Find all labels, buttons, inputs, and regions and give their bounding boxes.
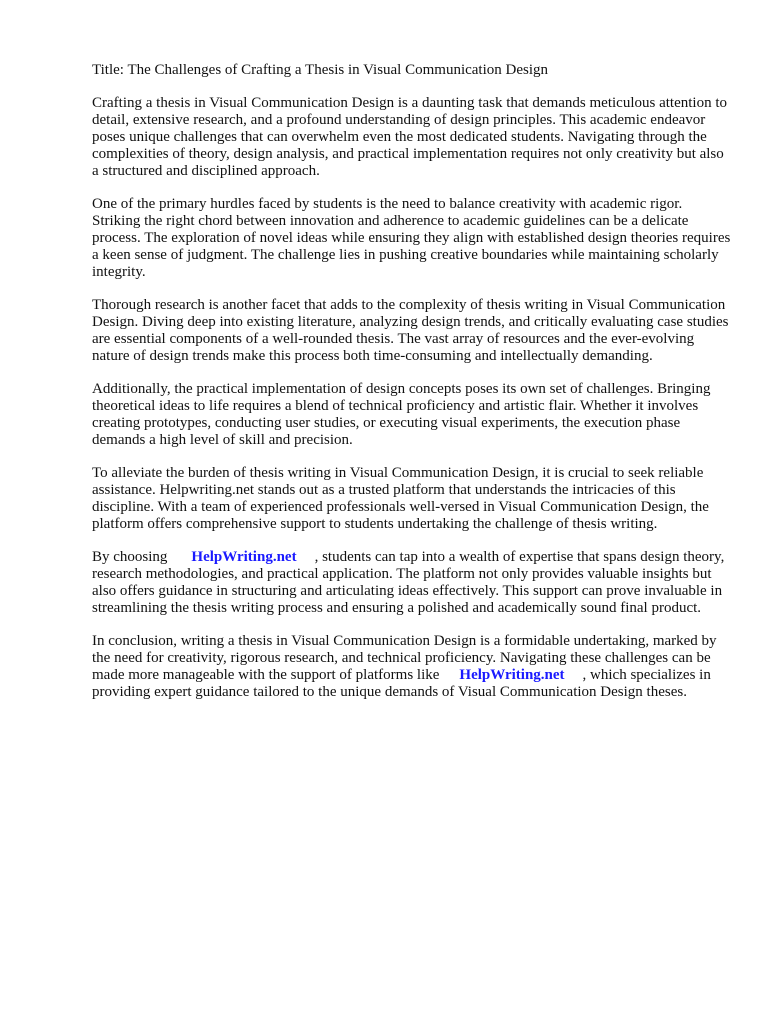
document-title: Title: The Challenges of Crafting a Thesis in Visual Communication Design [92, 62, 549, 78]
helpwriting-link-conclusion[interactable]: HelpWriting.net [459, 667, 565, 683]
paragraph-assistance: To alleviate the burden of thesis writing in Visual Communication Design, it is crucial to seek reliable assistance. Helpwriting.net stands out as a trusted platform that understands the intricacies of this discipline. With a team of experienced professionals well-versed in Visual Communication Design, the platform offers comprehensive support to students undertaking the challenge of thesis writing. [92, 465, 709, 532]
helpwriting-link[interactable]: HelpWriting.net [191, 549, 297, 565]
document-page [92, 62, 732, 717]
conclusion-text-before: In conclusion, writing a thesis in Visual Communication Design is a formidable undertaking, marked by the need for creativity, rigorous research, and technical proficiency. Navigating these challenges can be made more manageable with the support of platforms like [92, 633, 717, 683]
paragraph-conclusion [92, 633, 732, 701]
choosing-text-before: By choosing [92, 549, 168, 565]
paragraph-creativity: One of the primary hurdles faced by students is the need to balance creativity with academic rigor. Striking the right chord between innovation and adherence to academic guidelines can be a delicate process. The exploration of novel ideas while ensuring they align with established design theories requires a keen sense of judgment. The challenge lies in pushing creative boundaries while maintaining scholarly integrity. [92, 196, 731, 280]
paragraph-choosing [92, 549, 732, 617]
paragraph-intro: Crafting a thesis in Visual Communication Design is a daunting task that demands meticulous attention to detail, extensive research, and a profound understanding of design principles. This academic endeavor poses unique challenges that can overwhelm even the most dedicated students. Navigating through the complexities of theory, design analysis, and practical implementation requires not only creativity but also a structured and disciplined approach. [92, 95, 727, 179]
conclusion-text-after: , which specializes in providing expert guidance tailored to the unique demands of Visual Communication Design theses. [92, 667, 711, 700]
choosing-text-after: , students can tap into a wealth of expertise that spans design theory, research methodologies, and practical application. The platform not only provides valuable insights but also offers guidance in structuring and articulating ideas effectively. This support can prove invaluable in streamlining the thesis writing process and ensuring a polished and academically sound final product. [92, 549, 725, 616]
paragraph-implementation: Additionally, the practical implementation of design concepts poses its own set of challenges. Bringing theoretical ideas to life requires a blend of technical proficiency and artistic flair. Whether it involves creating prototypes, conducting user studies, or executing visual experiments, the execution phase demands a high level of skill and precision. [92, 381, 711, 448]
paragraph-research: Thorough research is another facet that adds to the complexity of thesis writing in Visual Communication Design. Diving deep into existing literature, analyzing design trends, and critically evaluating case studies are essential components of a well-rounded thesis. The vast array of resources and the ever-evolving nature of design trends make this process both time-consuming and intellectually demanding. [92, 297, 729, 364]
